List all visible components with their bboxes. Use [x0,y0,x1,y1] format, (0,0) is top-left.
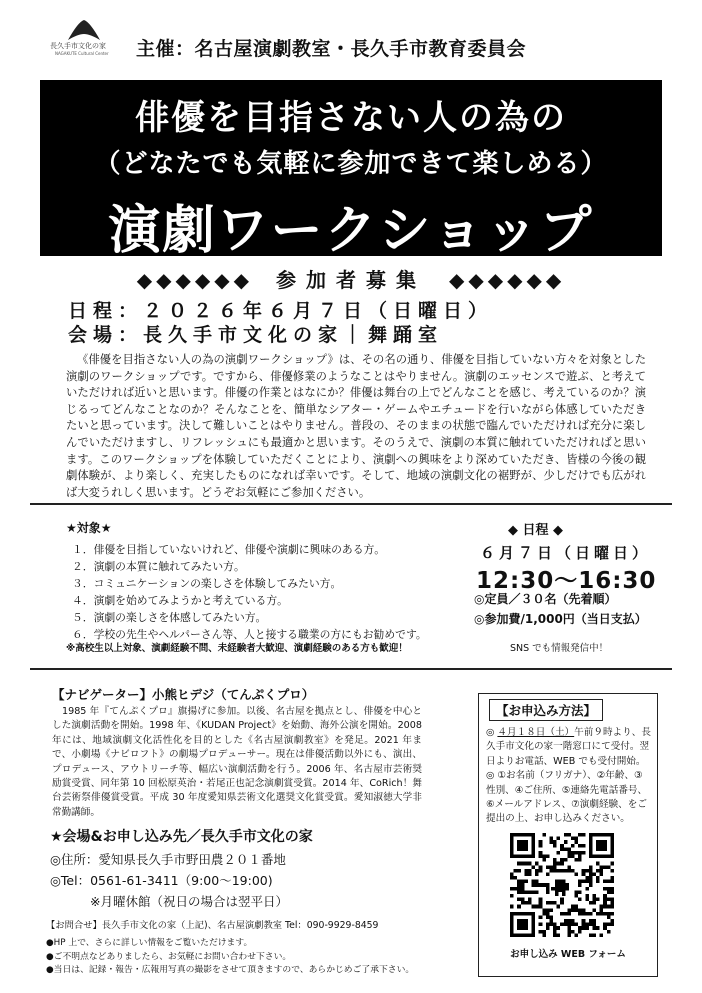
schedule-heading: ◆ 日程 ◆ [508,523,564,538]
notes-list [46,937,414,978]
list-item: ２．演劇の本質に触れてみたい方。 [72,560,245,573]
navigator-bio: 1985 年『てんぷくプロ』旗揚げに参加。以後、名古屋を拠点とし、俳優を中心とした演劇活動を開始。1998 年、《KUDAN Project》を始動、海外公演を開始。2008 年には、地域演劇文化活性化を目的とした《名古屋演劇教室》を発足。2021 年まで、小劇場《ナビロフト》の劇場プロデューサー。現在は俳優活動以外にも、演出、プロデュース、アウトリーチ等、幅広い演劇活動を行う。2006 年、名古屋市芸術奨励賞受賞、同年第 10 回松原英治・若尾正也記念演劇賞受賞。2014 年、CoRich！舞台芸術祭俳優賞受賞。平成 30 年度愛知県芸術文化選奨文化賞受賞。愛知淑徳大学非常勤講師。 [52,706,422,818]
event-date-line: 日程：２０２６年６月７日（日曜日） [68,300,494,322]
organizer-heading: 主催：名古屋演劇教室・長久手市教育委員会 [136,38,527,60]
application-instructions [486,726,652,827]
logo-subtitle: NAGAKUTE Cultural Center [55,51,109,56]
recruit-heading [40,264,662,293]
banner-line-2: （どなたでも気軽に参加できて楽しめる） [94,149,608,179]
venue-phone: ◎Tel：0561-61-3411（9:00〜19:00) [50,873,273,888]
diamond-row-right: ◆◆◆◆◆◆ [448,268,566,292]
divider-top [30,503,672,505]
title-banner [40,80,662,261]
banner-line-3: 演劇ワークショップ [108,201,594,261]
banner-line-1: 俳優を目指さない人の為の [135,98,567,138]
qr-code-icon[interactable] [510,833,614,937]
diamond-row-left: ◆◆◆◆◆◆ [136,268,254,292]
inquiry-line: 【お問合せ】長久手市文化の家（上記)、名古屋演劇教室 Tel：090-9929-8459 [46,920,379,931]
schedule-capacity: ◎定員／３０名（先着順） [474,592,617,606]
schedule-time: 12:30〜16:30 [476,568,657,594]
list-item: ５．演劇の楽しさを体感してみたい方。 [72,611,267,624]
divider-middle [30,668,672,670]
venue-heading: ★会場&お申し込み先／長久手市文化の家 [50,829,313,845]
venue-address: ◎住所：愛知県長久手市野田農２０１番地 [50,852,286,867]
list-item: ４．演劇を始めてみようかと考えている方。 [72,594,288,607]
intro-paragraph: 《俳優を目指さない人の為の演劇ワークショップ》は、その名の通り、俳優を目指していない方々を対象とした演劇のワークショップです。ですから、俳優修業のようなことはやりません。演劇のエッセンスで遊ぶ、と考えていただければ近いと思います。俳優の作業とはなにか？俳優は舞台の上でどんなことを感じ、考えているのか？演じるってどんなことなのか？そんなことを、簡単なシアター・ゲームやエチュードを行いながら体感していただきたいと思っています。決して難しいことはやりません。普段の、そのままの状態で臨んでいただければ充分に楽しんでいただけますし、リフレッシュにも最適かと思います。そのうえで、演劇の本質に触れていただければと思います。このワークショップを体験していただくことにより、演劇への興味をより深めていただき、皆様の今後の観劇体験が、より楽しく、充実したものになれば幸いです。そして、地域の演劇文化の裾野が、少しだけでも広がれば大変うれしく思います。どうぞお気軽にご参加ください。 [66,353,646,499]
navigator-heading: 【ナビゲーター】小熊ヒデジ（てんぷくプロ） [52,687,315,702]
cultural-center-logo [54,14,114,64]
application-start-date: ４月１８日（土） [497,727,575,738]
list-item: ●HP 上で、さらに詳しい情報をご覧いただけます。 [46,938,253,948]
event-venue-line: 会場：長久手市文化の家｜舞踊室 [68,324,444,346]
recruit-label: 参加者募集 [276,268,426,292]
list-item: ●ご不明点などありましたら、お気軽にお問い合わせ下さい。 [46,951,292,962]
venue-closed-days: ※月曜休館（祝日の場合は翌平日） [90,894,288,909]
sns-note: SNS でも情報発信中！ [510,643,609,654]
list-item: ６．学校の先生やヘルパーさん等、人と接する職業の方にもお勧めです。 [72,628,427,641]
schedule-date: ６月７日（日曜日） [480,544,652,562]
list-item: ３．コミュニケーションの楽しさを体験してみたい方。 [72,577,342,590]
list-item: １．俳優を目指していないけれど、俳優や演劇に興味のある方。 [72,543,386,556]
schedule-fee: ◎参加費/1,000円（当日支払） [474,612,647,626]
target-list [72,541,452,643]
logo-name: 長久手市文化の家 [50,42,106,50]
target-heading: ★対象★ [66,521,112,535]
application-heading: 【お申込み方法】 [489,699,603,721]
list-item: ●当日は、記録・報告・広報用写真の撮影をさせて頂きますので、あらかじめご了承下さい。 [46,965,415,976]
qr-caption: お申し込み WEB フォーム [510,949,626,960]
target-note: ※高校生以上対象、演劇経験不問、未経験者大歓迎、演劇経験のある方も歓迎！ [66,643,408,654]
application-details: 午前９時より、長久手市文化の家一階窓口にて受付。翌日よりお電話、WEB でも受付開始。◎ ①お名前（フリガナ）、②年齢、③性別、④ご住所、⑤連絡先電話番号、⑥メールアドレス、⑦演劇経験、をご提出の上、お申し込みください。 [486,727,651,825]
application-prefix: ◎ [486,727,498,738]
